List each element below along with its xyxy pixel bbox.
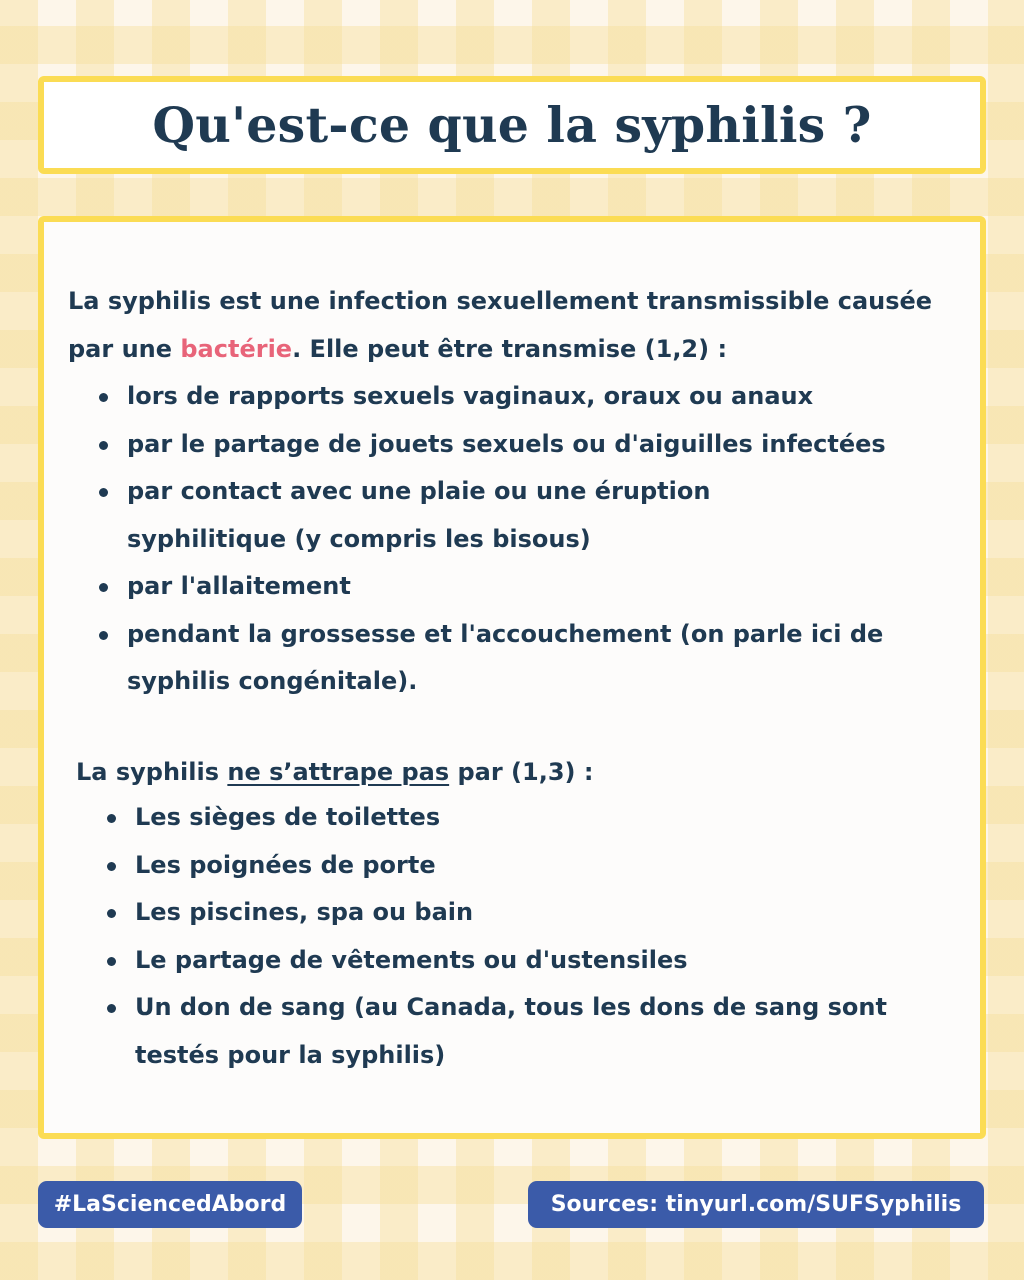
intro-text-before: La syphilis est une infection sexuellement transmissible causée par une: [68, 287, 933, 363]
list-item: Les piscines, spa ou bain: [82, 889, 942, 937]
sources-badge: Sources: tinyurl.com/SUFSyphilis: [528, 1181, 984, 1228]
bacteria-highlight: bactérie: [180, 334, 293, 363]
not-transmitted-heading: [76, 749, 956, 797]
not-transmitted-underlined: ne s’attrape pas: [227, 758, 450, 786]
not-transmitted-list: [82, 794, 942, 1079]
hashtag-badge: #LaSciencedAbord: [38, 1181, 302, 1228]
title-box: [38, 76, 986, 174]
list-item: lors de rapports sexuels vaginaux, oraux ou anaux: [74, 373, 934, 421]
not-transmitted-text-before: La syphilis: [76, 758, 228, 786]
intro-paragraph: [68, 278, 968, 373]
content-card: [38, 216, 986, 1139]
list-item: par l'allaitement: [74, 563, 934, 611]
not-transmitted-text-after: par (1,3) :: [449, 758, 594, 786]
transmission-list: [74, 373, 934, 706]
list-item: pendant la grossesse et l'accouchement (on parle ici de syphilis congénitale).: [74, 611, 907, 706]
page-title: Qu'est-ce que la syphilis ?: [152, 96, 872, 154]
intro-text-after: . Elle peut être transmise (1,2) :: [292, 334, 728, 363]
list-item: par le partage de jouets sexuels ou d'aiguilles infectées: [74, 421, 934, 469]
list-item: par contact avec une plaie ou une éruption syphilitique (y compris les bisous): [74, 468, 847, 563]
list-item: Les poignées de porte: [82, 842, 942, 890]
list-item: Un don de sang (au Canada, tous les dons de sang sont testés pour la syphilis): [82, 984, 915, 1079]
list-item: Le partage de vêtements ou d'ustensiles: [82, 937, 942, 985]
list-item: Les sièges de toilettes: [82, 794, 942, 842]
